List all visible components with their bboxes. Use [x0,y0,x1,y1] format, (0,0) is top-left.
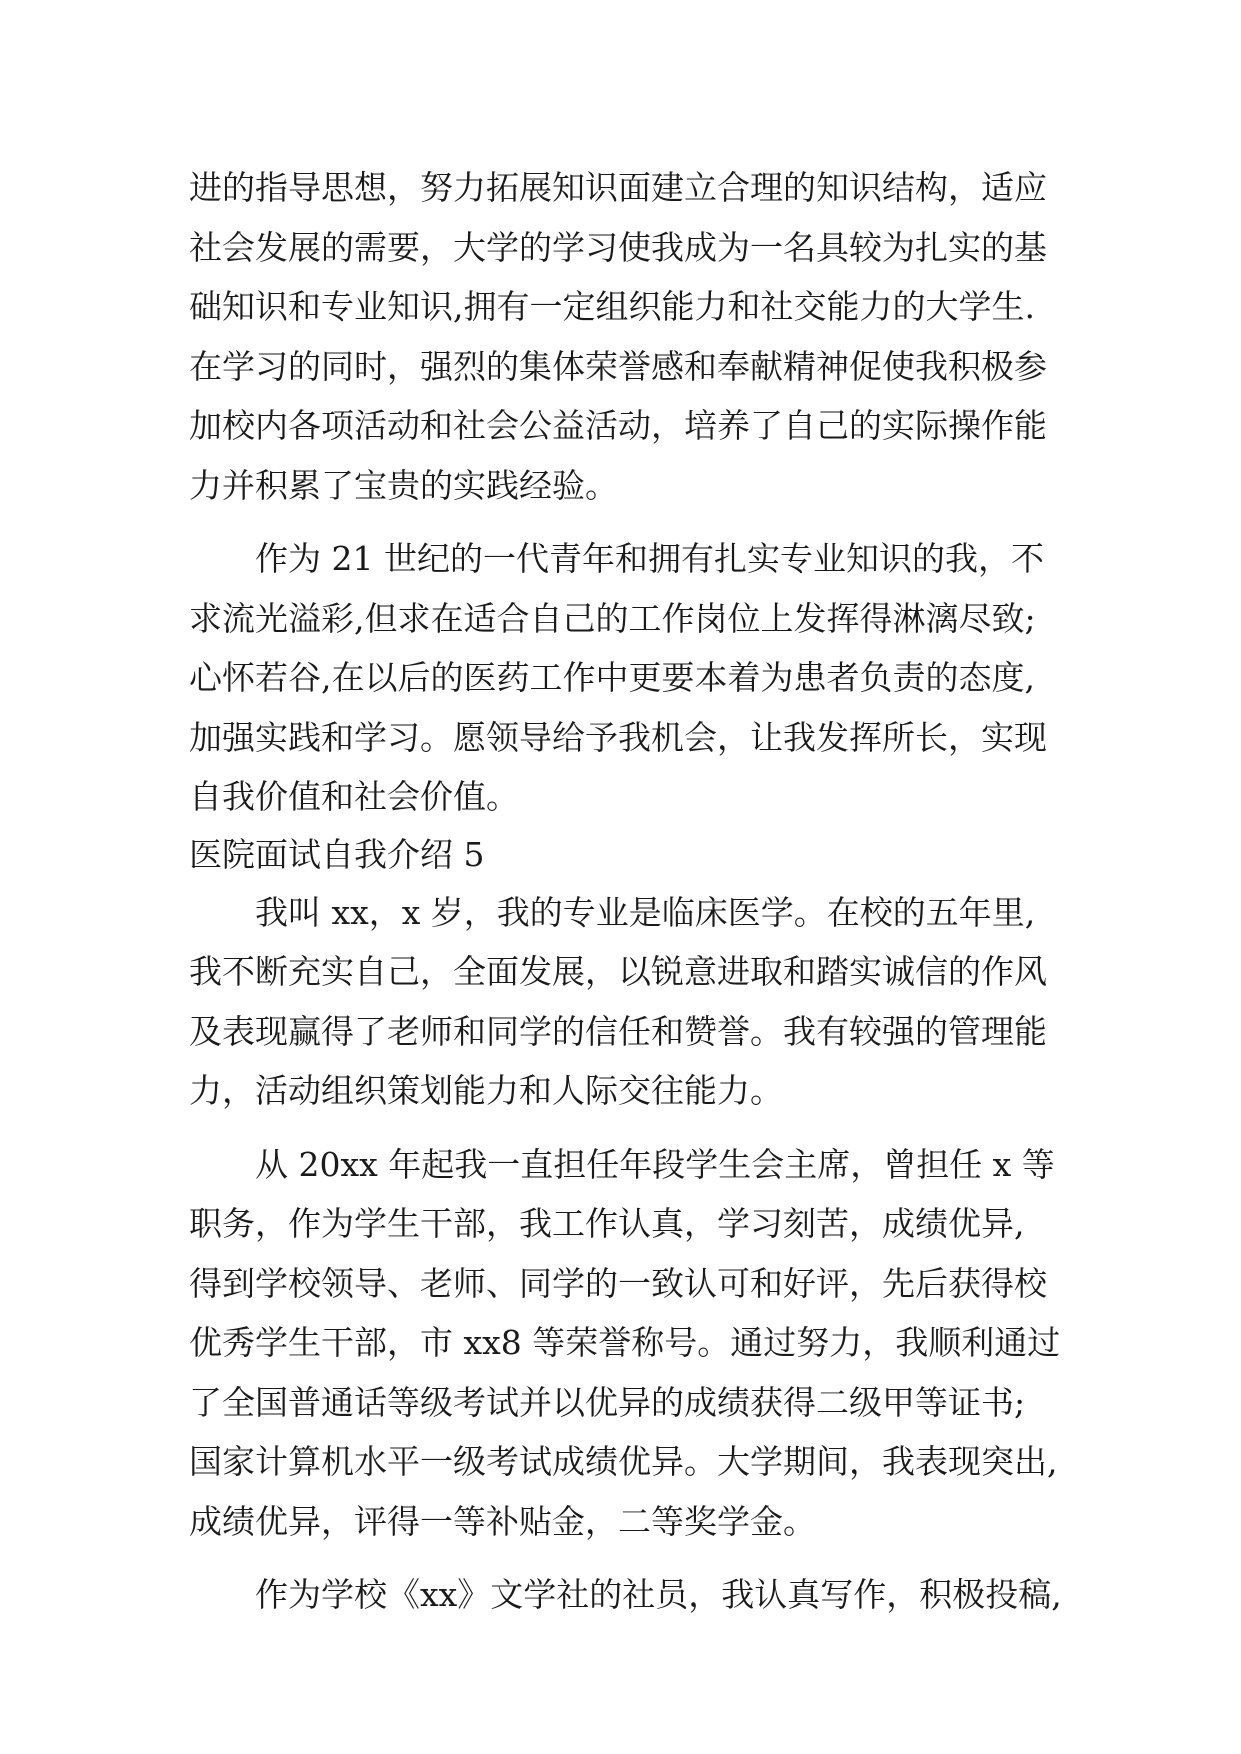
section-heading: 医院面试自我介绍 5 [189,834,485,874]
text-line: 求流光溢彩,但求在适合自己的工作岗位上发挥得淋漓尽致; [189,598,1036,638]
text-line: 职务，作为学生干部，我工作认真，学习刻苦，成绩优异, [189,1204,1025,1243]
text-line: 我叫 xx，x 岁，我的专业是临床医学。在校的五年里, [255,892,1036,932]
paragraph-1 [189,158,1059,515]
text-line: 我不断充实自己，全面发展，以锐意进取和踏实诚信的作风 [189,952,1047,991]
text-line: 心怀若谷,在以后的医药工作中更要本着为患者负责的态度, [189,658,1035,697]
text-line: 及表现赢得了老师和同学的信任和赞誉。我有较强的管理能 [189,1011,1047,1051]
text-line: 作为学校《xx》文学社的社员，我认真写作，积极投稿, [255,1575,1062,1614]
text-line: 加校内各项活动和社会公益活动，培养了自己的实际操作能 [189,406,1047,445]
text-line: 进的指导思想，努力拓展知识面建立合理的知识结构，适应 [189,168,1047,207]
text-line: 社会发展的需要，大学的学习使我成为一名具较为扎实的基 [189,227,1047,267]
text-line: 从 20xx 年起我一直担任年段学生会主席，曾担任 x 等 [255,1144,1055,1184]
paragraph-3 [189,883,1059,1121]
text-line: 力，活动组织策划能力和人际交往能力。 [189,1071,783,1110]
text-line: 成绩优异，评得一等补贴金，二等奖学金。 [189,1501,816,1541]
text-line: 得到学校领导、老师、同学的一致认可和好评，先后获得校 [189,1263,1047,1303]
paragraph-4 [189,1135,1059,1552]
text-line: 作为 21 世纪的一代青年和拥有扎实专业知识的我，不 [255,539,1044,578]
text-line: 自我价值和社会价值。 [189,777,519,816]
text-line: 力并积累了宝贵的实践经验。 [189,465,618,505]
text-line: 了全国普通话等级考试并以优异的成绩获得二级甲等证书; [189,1382,1026,1422]
text-line: 在学习的同时，强烈的集体荣誉感和奉献精神促使我积极参 [189,346,1047,386]
text-line: 优秀学生干部，市 xx8 等荣誉称号。通过努力，我顺利通过 [189,1323,1061,1362]
text-line: 加强实践和学习。愿领导给予我机会，让我发挥所长，实现 [189,717,1047,757]
paragraph-2 [189,529,1059,827]
document-body [189,158,1062,1625]
text-line: 础知识和专业知识,拥有一定组织能力和社交能力的大学生. [189,287,1035,326]
paragraph-5 [189,1565,1062,1625]
text-line: 国家计算机水平一级考试成绩优异。大学期间，我表现突出, [189,1442,1058,1481]
